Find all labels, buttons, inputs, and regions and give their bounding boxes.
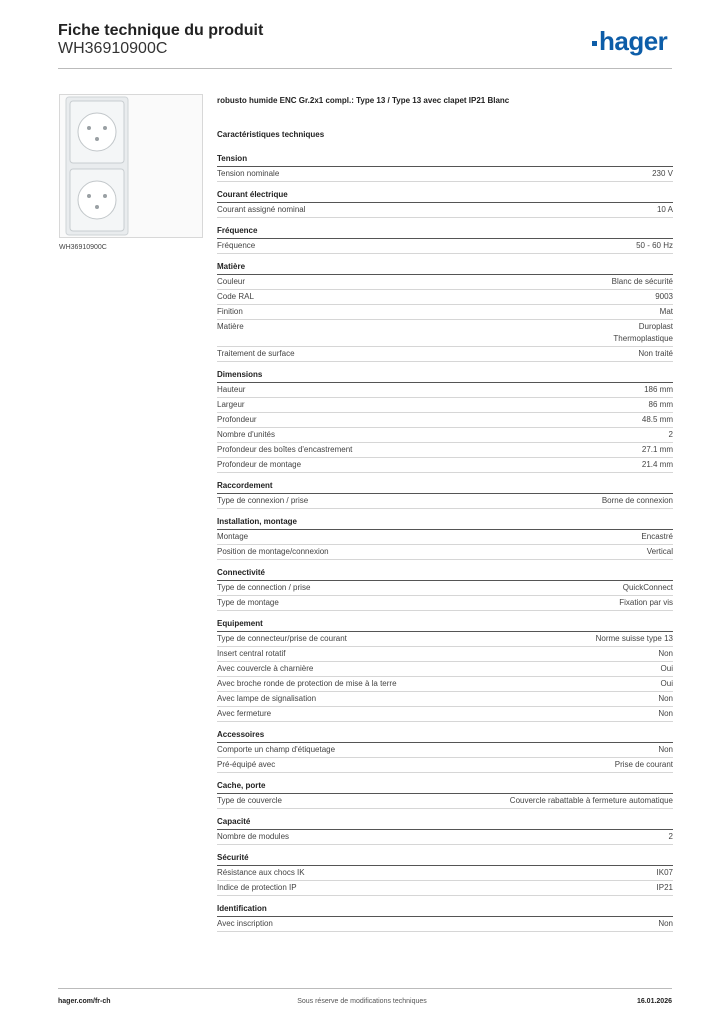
spec-value: Norme suisse type 13 — [595, 634, 673, 643]
spec-row — [217, 692, 673, 707]
spec-label: Montage — [217, 532, 249, 541]
page-title: Fiche technique du produit — [58, 22, 264, 39]
product-reference: WH36910900C — [58, 40, 168, 57]
section-title: Courant électrique — [217, 188, 673, 203]
spec-row — [217, 581, 673, 596]
spec-value: Duroplast Thermoplastique — [613, 322, 673, 343]
specs-heading: Caractéristiques techniques — [217, 130, 325, 139]
footer-divider — [58, 988, 672, 989]
spec-value: Fixation par vis — [619, 598, 673, 607]
spec-section — [217, 617, 673, 722]
spec-value: 21.4 mm — [641, 460, 673, 469]
logo-dot-icon — [592, 41, 597, 46]
spec-row — [217, 494, 673, 509]
spec-label: Résistance aux chocs IK — [217, 868, 305, 877]
spec-label: Matière — [217, 322, 244, 331]
spec-section — [217, 851, 673, 896]
spec-row — [217, 413, 673, 428]
spec-row — [217, 167, 673, 182]
spec-value: 86 mm — [648, 400, 673, 409]
spec-row — [217, 758, 673, 773]
spec-value: Encastré — [641, 532, 673, 541]
spec-label: Type de connecteur/prise de courant — [217, 634, 347, 643]
spec-label: Avec fermeture — [217, 709, 272, 718]
spec-row — [217, 707, 673, 722]
spec-row — [217, 647, 673, 662]
spec-label: Courant assigné nominal — [217, 205, 306, 214]
spec-value: 27.1 mm — [641, 445, 673, 454]
spec-value: 10 A — [656, 205, 673, 214]
spec-label: Hauteur — [217, 385, 246, 394]
spec-value: Non — [658, 649, 673, 658]
spec-value: IK07 — [656, 868, 673, 877]
spec-label: Avec broche ronde de protection de mise à la terre — [217, 679, 397, 688]
section-title: Connectivité — [217, 566, 673, 581]
footer-notice: Sous réserve de modifications techniques — [297, 998, 427, 1005]
spec-section — [217, 728, 673, 773]
spec-value: QuickConnect — [622, 583, 673, 592]
spec-value: 186 mm — [644, 385, 673, 394]
spec-value: Couvercle rabattable à fermeture automatique — [509, 796, 673, 805]
spec-row — [217, 830, 673, 845]
spec-section — [217, 368, 673, 473]
spec-label: Avec lampe de signalisation — [217, 694, 317, 703]
spec-section — [217, 779, 673, 809]
spec-section — [217, 902, 673, 932]
spec-section — [217, 479, 673, 509]
spec-row — [217, 881, 673, 896]
spec-value: Prise de courant — [614, 760, 673, 769]
spec-label: Profondeur des boîtes d'encastrement — [217, 445, 353, 454]
spec-row — [217, 530, 673, 545]
section-title: Fréquence — [217, 224, 673, 239]
spec-section — [217, 224, 673, 254]
spec-section — [217, 815, 673, 845]
spec-value: 50 - 60 Hz — [636, 241, 673, 250]
spec-label: Avec couvercle à charnière — [217, 664, 314, 673]
spec-label: Type de montage — [217, 598, 279, 607]
spec-label: Position de montage/connexion — [217, 547, 329, 556]
section-title: Capacité — [217, 815, 673, 830]
spec-label: Type de couvercle — [217, 796, 282, 805]
section-title: Tension — [217, 152, 673, 167]
section-title: Accessoires — [217, 728, 673, 743]
spec-label: Type de connection / prise — [217, 583, 311, 592]
spec-section — [217, 188, 673, 218]
spec-row — [217, 398, 673, 413]
spec-value: IP21 — [656, 883, 673, 892]
spec-row — [217, 320, 673, 347]
spec-row — [217, 794, 673, 809]
spec-value: Oui — [660, 664, 673, 673]
spec-row — [217, 275, 673, 290]
spec-row — [217, 917, 673, 932]
spec-sheet — [217, 96, 673, 938]
spec-value: Blanc de sécurité — [611, 277, 673, 286]
footer-date: 16.01.2026 — [636, 998, 672, 1005]
spec-label: Code RAL — [217, 292, 254, 301]
spec-value: 48.5 mm — [641, 415, 673, 424]
spec-sections — [217, 152, 673, 932]
spec-label: Traitement de surface — [217, 349, 295, 358]
spec-label: Pré-équipé avec — [217, 760, 276, 769]
spec-row — [217, 428, 673, 443]
product-image-caption: WH36910900C — [59, 244, 107, 251]
spec-section — [217, 515, 673, 560]
spec-label: Indice de protection IP — [217, 883, 297, 892]
spec-row — [217, 443, 673, 458]
section-title: Installation, montage — [217, 515, 673, 530]
spec-value: Non — [658, 745, 673, 754]
spec-label: Tension nominale — [217, 169, 280, 178]
spec-section — [217, 152, 673, 182]
spec-row — [217, 290, 673, 305]
spec-label: Finition — [217, 307, 243, 316]
spec-value: Vertical — [646, 547, 673, 556]
section-title: Equipement — [217, 617, 673, 632]
spec-label: Fréquence — [217, 241, 256, 250]
spec-value: Non — [658, 709, 673, 718]
spec-label: Type de connexion / prise — [217, 496, 309, 505]
section-title: Identification — [217, 902, 673, 917]
spec-section — [217, 260, 673, 362]
logo-text: hager — [599, 26, 668, 56]
spec-section — [217, 566, 673, 611]
spec-row — [217, 239, 673, 254]
footer-website[interactable]: hager.com/fr-ch — [58, 998, 111, 1005]
spec-row — [217, 458, 673, 473]
spec-label: Insert central rotatif — [217, 649, 286, 658]
product-image — [59, 94, 203, 238]
spec-row — [217, 632, 673, 647]
spec-value: 230 V — [652, 169, 673, 178]
spec-row — [217, 305, 673, 320]
section-title: Cache, porte — [217, 779, 673, 794]
section-title: Matière — [217, 260, 673, 275]
brand-logo — [592, 26, 667, 57]
spec-value: Non — [658, 694, 673, 703]
spec-row — [217, 545, 673, 560]
product-description: robusto humide ENC Gr.2x1 compl.: Type 13 / Type 13 avec clapet IP21 Blanc — [217, 96, 510, 105]
spec-value: Non traité — [638, 349, 673, 358]
spec-label: Couleur — [217, 277, 246, 286]
spec-value: Borne de connexion — [601, 496, 673, 505]
section-title: Dimensions — [217, 368, 673, 383]
spec-label: Profondeur de montage — [217, 460, 302, 469]
spec-label: Nombre d'unités — [217, 430, 275, 439]
spec-label: Comporte un champ d'étiquetage — [217, 745, 336, 754]
spec-value: Non — [658, 919, 673, 928]
spec-row — [217, 677, 673, 692]
spec-label: Largeur — [217, 400, 245, 409]
double-socket-outlet-icon — [60, 95, 202, 237]
header-divider — [58, 68, 672, 69]
spec-row — [217, 743, 673, 758]
spec-row — [217, 347, 673, 362]
spec-value: 2 — [668, 832, 673, 841]
spec-value: Oui — [660, 679, 673, 688]
spec-value: 9003 — [655, 292, 673, 301]
spec-value: Mat — [659, 307, 673, 316]
spec-row — [217, 203, 673, 218]
section-title: Sécurité — [217, 851, 673, 866]
spec-value: 2 — [668, 430, 673, 439]
spec-label: Avec inscription — [217, 919, 273, 928]
section-title: Raccordement — [217, 479, 673, 494]
spec-label: Nombre de modules — [217, 832, 290, 841]
spec-row — [217, 383, 673, 398]
spec-row — [217, 662, 673, 677]
spec-row — [217, 596, 673, 611]
spec-label: Profondeur — [217, 415, 257, 424]
spec-row — [217, 866, 673, 881]
